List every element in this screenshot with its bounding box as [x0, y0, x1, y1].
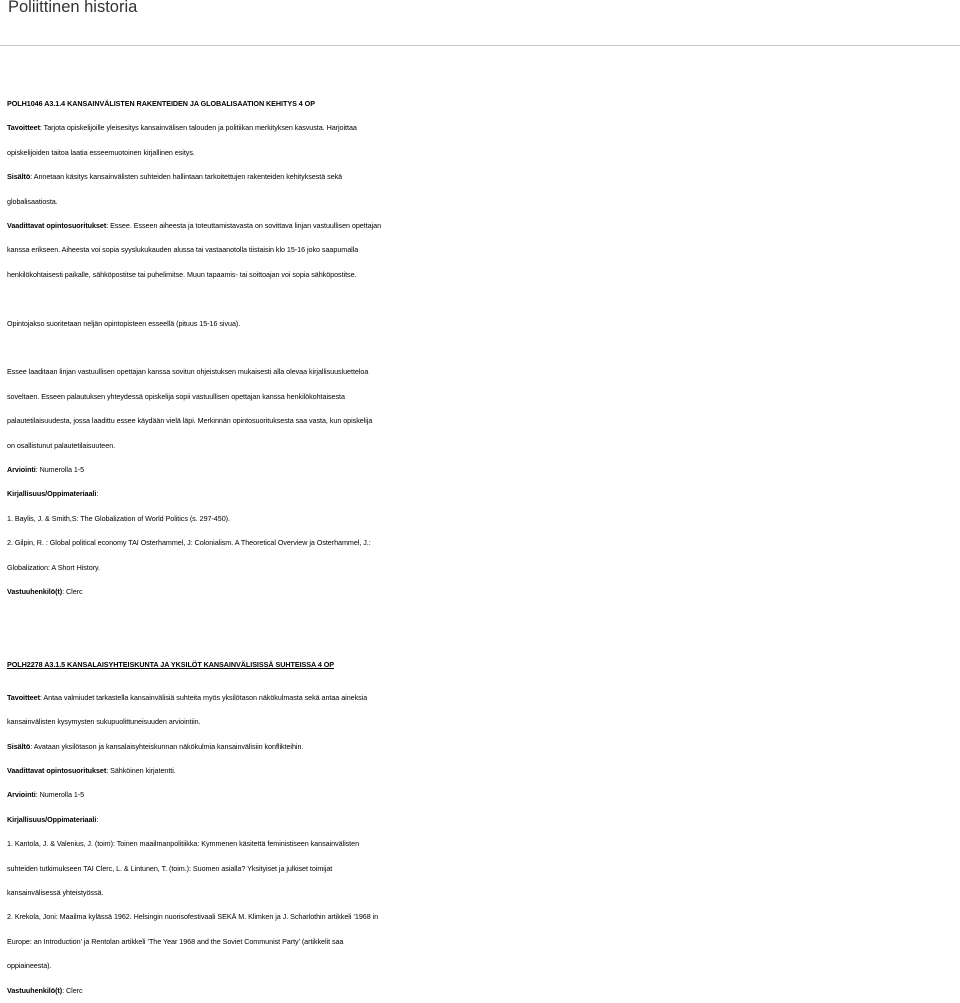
course1-paragraph-2-line-4: on osallistunut palautetilaisuuteen. — [7, 440, 116, 450]
course2-heading: POLH2278 A3.1.5 KANSALAISYHTEISKUNTA JA YKSILÖT KANSAINVÄLISISSÄ SUHTEISSA 4 OP — [7, 660, 335, 670]
course2-literature-1-cont-1: suhteiden tutkimukseen TAI Clerc, L. & Lintunen, T. (toim.): Suomen asialla? Yksityiset ja julkiset toimijat — [7, 863, 333, 873]
course1-requirements: Vaadittavat opintosuoritukset: Essee. Esseen aiheesta ja toteuttamistavasta on sovittava linjan vastuullisen opettajan — [7, 221, 382, 231]
course2-goals-cont: kansainvälisten kysymysten sukupuolittuneisuuden arviointiin. — [7, 717, 201, 727]
course1-content: Sisältö: Annetaan käsitys kansainvälisten suhteiden hallintaan tarkoitettujen rakenteiden kehityksestä sekä — [7, 172, 343, 182]
course2-requirements: Vaadittavat opintosuoritukset: Sähköinen kirjatentti. — [7, 765, 176, 775]
course1-literature-1: 1. Baylis, J. & Smith,S: The Globalization of World Politics (s. 297-450). — [7, 513, 230, 523]
course2-literature-2-cont-1: Europe: an Introduction’ ja Rentolan artikkeli ’The Year 1968 and the Soviet Communist Party’ (artikkelit saa — [7, 936, 344, 946]
document-body — [7, 92, 957, 1003]
course1-paragraph-2-line-1: Essee laaditaan linjan vastuullisen opettajan kanssa sovitun ohjeistuksen mukaisesti alla olevaa kirjallisuusluetteloa — [7, 367, 369, 377]
course1-responsible: Vastuuhenkilö(t): Clerc — [7, 587, 83, 597]
course1-literature-2-cont: Globalization: A Short History. — [7, 562, 100, 572]
course1-requirements-cont-2: henkilökohtaisesti paikalle, sähköpostitse tai puhelimitse. Muun tapaamis- tai soittoajan voi sopia sähköpostitse. — [7, 269, 357, 279]
course1-code: POLH1046 A3.1.4 — [7, 99, 66, 108]
course1-content-cont: globalisaatiosta. — [7, 196, 58, 206]
course2-literature-1-cont-2: kansainvälisessä yhteistyössä. — [7, 887, 104, 897]
course1-requirements-cont-1: kanssa erikseen. Aiheesta voi sopia syyslukukauden alussa tai vastaanotolla tiistaisin klo 15-16 joko saapumalla — [7, 245, 359, 255]
header-title: Poliittinen historia — [8, 0, 138, 16]
course1-literature-heading: Kirjallisuus/Oppimateriaali: — [7, 489, 99, 499]
course2-goals: Tavoitteet: Antaa valmiudet tarkastella kansainvälisiä suhteita myös yksilötason näkökulmasta sekä antaa aineksia — [7, 692, 368, 702]
course1-title: KANSAINVÄLISTEN RAKENTEIDEN JA GLOBALISAATION KEHITYS 4 OP — [67, 99, 315, 108]
course1-heading — [7, 92, 957, 116]
course2-grading: Arviointi: Numerolla 1-5 — [7, 790, 85, 800]
course1-paragraph-2-line-2: soveltaen. Esseen palautuksen yhteydessä opiskelija sopii vastuullisen opettajan kanssa henkilökohtaisesta — [7, 391, 345, 401]
course2-literature-2-cont-2: oppiaineesta). — [7, 961, 52, 971]
course1-paragraph-1: Opintojakso suoritetaan neljän opintopisteen esseellä (pituus 15-16 sivua). — [7, 318, 241, 328]
course1-paragraph-2-line-3: palautetilaisuudesta, jossa laadittu essee käydään vielä läpi. Merkinnän opintosuorituksesta saa vasta, kun opiskelija — [7, 416, 373, 426]
page-header — [0, 0, 960, 46]
course2-responsible: Vastuuhenkilö(t): Clerc — [7, 985, 83, 995]
course2-literature-1: 1. Kantola, J. & Valenius, J. (toim): Toinen maailmanpolitiikka: Kymmenen käsitettä feministiseen kansainvälisten — [7, 839, 360, 849]
course2-content: Sisältö: Avataan yksilötason ja kansalaisyhteiskunnan näkökulmia kansainvälisiin konflikteihin. — [7, 741, 304, 751]
course1-literature-2: 2. Gilpin, R. : Global political economy TAI Osterhammel, J: Colonialism. A Theoretical Overview ja Osterhammel, J.: — [7, 538, 371, 548]
course2-literature-2: 2. Krekola, Joni: Maailma kylässä 1962. Helsingin nuorisofestivaali SEKÄ M. Klimken ja J. Scharlothin artikkeli ’1968 in — [7, 912, 379, 922]
course1-goals: Tavoitteet: Tarjota opiskelijoille yleisesitys kansainvälisen talouden ja politiikan merkityksen kasvusta. Harjoittaa — [7, 123, 357, 133]
course2-literature-heading: Kirjallisuus/Oppimateriaali: — [7, 814, 99, 824]
course1-goals-cont: opiskelijoiden taitoa laatia esseemuotoinen kirjallinen esitys. — [7, 147, 195, 157]
course1-grading: Arviointi: Numerolla 1-5 — [7, 465, 85, 475]
